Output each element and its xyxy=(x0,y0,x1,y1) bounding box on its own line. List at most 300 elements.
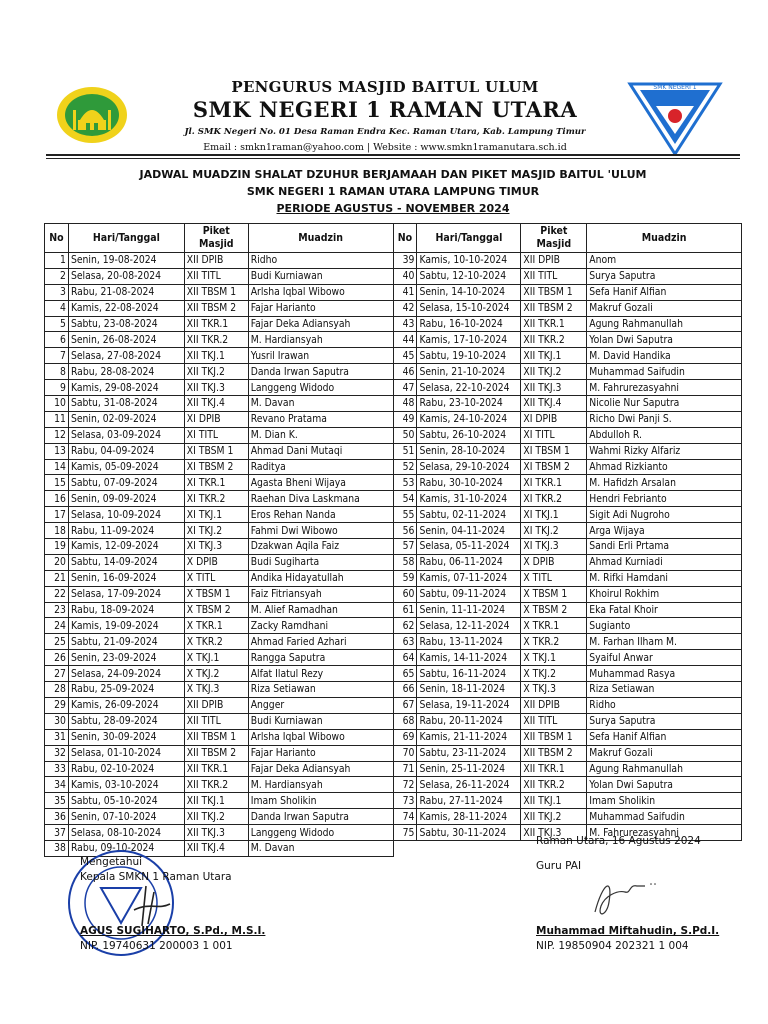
cell-muadzin: Ridho xyxy=(248,253,393,269)
cell-no: 34 xyxy=(45,777,69,793)
cell-picket: X TITL xyxy=(184,570,248,586)
cell-date: Sabtu, 23-11-2024 xyxy=(417,745,521,761)
cell-no: 6 xyxy=(45,332,69,348)
cell-picket: X TBSM 2 xyxy=(521,602,587,618)
cell-picket: XII DPIB xyxy=(184,253,248,269)
cell-muadzin: M. Davan xyxy=(248,840,393,856)
cell-muadzin: Syaiful Anwar xyxy=(587,650,742,666)
cell-muadzin: Surya Saputra xyxy=(587,268,742,284)
cell-no: 38 xyxy=(45,840,69,856)
cell-date: Senin, 16-09-2024 xyxy=(68,570,184,586)
cell-picket: X TKJ.2 xyxy=(184,666,248,682)
cell-no: 60 xyxy=(393,586,417,602)
cell-picket: X TKJ.1 xyxy=(184,650,248,666)
cell-no: 3 xyxy=(45,284,69,300)
cell-no: 39 xyxy=(393,253,417,269)
signer-left-nip: NIP. 19740631 200003 1 001 xyxy=(80,940,233,952)
cell-date: Sabtu, 28-09-2024 xyxy=(68,713,184,729)
cell-date: Senin, 28-10-2024 xyxy=(417,443,521,459)
cell-date: Selasa, 26-11-2024 xyxy=(417,777,521,793)
cell-picket: XI DPIB xyxy=(521,411,587,427)
acknowledged-label: Mengetahui xyxy=(80,856,143,868)
cell-muadzin: Fajar Deka Adiansyah xyxy=(248,316,393,332)
cell-date: Selasa, 27-08-2024 xyxy=(68,348,184,364)
place-date: Raman Utara, 16 Agustus 2024 xyxy=(536,835,701,847)
cell-muadzin: Raehan Diva Laskmana xyxy=(248,491,393,507)
table-row xyxy=(45,650,742,666)
cell-date: Rabu, 23-10-2024 xyxy=(417,396,521,412)
letterhead-divider-thick xyxy=(46,154,740,156)
cell-muadzin: Arlsha Iqbal Wibowo xyxy=(248,284,393,300)
cell-no: 56 xyxy=(393,523,417,539)
cell-muadzin: Langgeng Widodo xyxy=(248,825,393,841)
cell-no xyxy=(393,840,417,856)
svg-text:SMK NEGERI 1: SMK NEGERI 1 xyxy=(653,84,697,91)
cell-picket: XII TKR.2 xyxy=(184,777,248,793)
cell-date: Kamis, 10-10-2024 xyxy=(417,253,521,269)
table-row xyxy=(45,618,742,634)
table-row xyxy=(45,729,742,745)
cell-no: 51 xyxy=(393,443,417,459)
cell-picket: XII TKJ.1 xyxy=(184,793,248,809)
cell-picket: XII TKJ.4 xyxy=(184,396,248,412)
cell-muadzin: M. Hafidzh Arsalan xyxy=(587,475,742,491)
cell-no: 17 xyxy=(45,507,69,523)
cell-picket: XII TKJ.2 xyxy=(184,809,248,825)
cell-date: Kamis, 07-11-2024 xyxy=(417,570,521,586)
cell-no: 63 xyxy=(393,634,417,650)
cell-muadzin: Fajar Harianto xyxy=(248,745,393,761)
cell-no: 62 xyxy=(393,618,417,634)
cell-picket: XII TITL xyxy=(521,268,587,284)
cell-picket: X TKJ.1 xyxy=(521,650,587,666)
cell-picket: XII TKR.1 xyxy=(521,316,587,332)
cell-date xyxy=(417,840,521,856)
cell-no: 55 xyxy=(393,507,417,523)
cell-muadzin: Yolan Dwi Saputra xyxy=(587,777,742,793)
cell-no: 61 xyxy=(393,602,417,618)
table-row xyxy=(45,253,742,269)
principal-title: Kepala SMKN 1 Raman Utara xyxy=(80,871,232,883)
cell-no: 75 xyxy=(393,825,417,841)
cell-muadzin: Imam Sholikin xyxy=(587,793,742,809)
cell-date: Sabtu, 26-10-2024 xyxy=(417,427,521,443)
cell-muadzin: M. David Handika xyxy=(587,348,742,364)
mosque-logo xyxy=(56,86,128,148)
cell-no: 9 xyxy=(45,380,69,396)
org-name-line1: PENGURUS MASJID BAITUL ULUM xyxy=(231,78,539,96)
cell-muadzin: M. Farhan Ilham M. xyxy=(587,634,742,650)
cell-picket: X TKJ.2 xyxy=(521,666,587,682)
cell-no: 70 xyxy=(393,745,417,761)
cell-picket: X TKJ.3 xyxy=(521,682,587,698)
cell-date: Sabtu, 19-10-2024 xyxy=(417,348,521,364)
cell-no: 68 xyxy=(393,713,417,729)
signature-right xyxy=(585,872,665,926)
cell-picket: XII TKJ.1 xyxy=(521,793,587,809)
header-muadzin: Muadzin xyxy=(587,224,742,253)
cell-no: 71 xyxy=(393,761,417,777)
cell-date: Rabu, 30-10-2024 xyxy=(417,475,521,491)
cell-picket: XI TKJ.1 xyxy=(184,507,248,523)
cell-muadzin: Raditya xyxy=(248,459,393,475)
cell-date: Kamis, 24-10-2024 xyxy=(417,411,521,427)
cell-date: Sabtu, 21-09-2024 xyxy=(68,634,184,650)
cell-muadzin: Andika Hidayatullah xyxy=(248,570,393,586)
cell-date: Senin, 26-08-2024 xyxy=(68,332,184,348)
cell-picket: XI TITL xyxy=(184,427,248,443)
cell-muadzin: Angger xyxy=(248,697,393,713)
cell-picket: X TBSM 1 xyxy=(521,586,587,602)
table-row xyxy=(45,761,742,777)
cell-picket: X TKJ.3 xyxy=(184,682,248,698)
cell-picket: XII TKR.2 xyxy=(521,332,587,348)
cell-muadzin: Agung Rahmanullah xyxy=(587,761,742,777)
cell-date: Kamis, 19-09-2024 xyxy=(68,618,184,634)
signer-right-name: Muhammad Miftahudin, S.Pd.I. xyxy=(536,925,720,937)
cell-date: Senin, 07-10-2024 xyxy=(68,809,184,825)
cell-muadzin: Ahmad Rizkianto xyxy=(587,459,742,475)
cell-date: Kamis, 03-10-2024 xyxy=(68,777,184,793)
cell-date: Rabu, 28-08-2024 xyxy=(68,364,184,380)
cell-muadzin: Ahmad Dani Mutaqi xyxy=(248,443,393,459)
cell-no: 14 xyxy=(45,459,69,475)
cell-picket: XII TKJ.4 xyxy=(521,396,587,412)
cell-no: 32 xyxy=(45,745,69,761)
cell-muadzin: Yusril Irawan xyxy=(248,348,393,364)
cell-muadzin: Dzakwan Aqila Faiz xyxy=(248,539,393,555)
cell-date: Sabtu, 09-11-2024 xyxy=(417,586,521,602)
document-heading xyxy=(46,166,740,217)
cell-no: 33 xyxy=(45,761,69,777)
cell-picket: X TBSM 2 xyxy=(184,602,248,618)
cell-picket: X DPIB xyxy=(521,554,587,570)
cell-picket: XII TBSM 1 xyxy=(184,284,248,300)
cell-no: 65 xyxy=(393,666,417,682)
cell-no: 13 xyxy=(45,443,69,459)
cell-picket: XI TBSM 1 xyxy=(521,443,587,459)
cell-muadzin: Budi Kurniawan xyxy=(248,268,393,284)
cell-picket: XI TKJ.3 xyxy=(184,539,248,555)
table-row xyxy=(45,396,742,412)
cell-muadzin: Makruf Gozali xyxy=(587,745,742,761)
cell-date: Sabtu, 07-09-2024 xyxy=(68,475,184,491)
cell-picket: X TKR.1 xyxy=(521,618,587,634)
cell-no: 31 xyxy=(45,729,69,745)
cell-muadzin: Zacky Ramdhani xyxy=(248,618,393,634)
table-row xyxy=(45,459,742,475)
cell-date: Kamis, 17-10-2024 xyxy=(417,332,521,348)
cell-date: Selasa, 17-09-2024 xyxy=(68,586,184,602)
table-row xyxy=(45,586,742,602)
cell-muadzin: Danda Irwan Saputra xyxy=(248,809,393,825)
cell-date: Rabu, 20-11-2024 xyxy=(417,713,521,729)
table-row xyxy=(45,348,742,364)
cell-muadzin: Danda Irwan Saputra xyxy=(248,364,393,380)
cell-no: 41 xyxy=(393,284,417,300)
table-row xyxy=(45,793,742,809)
cell-muadzin: Sandi Erli Prtama xyxy=(587,539,742,555)
cell-muadzin: Sigit Adi Nugroho xyxy=(587,507,742,523)
cell-picket: XI TKJ.3 xyxy=(521,539,587,555)
cell-date: Rabu, 21-08-2024 xyxy=(68,284,184,300)
cell-date: Kamis, 21-11-2024 xyxy=(417,729,521,745)
cell-no: 48 xyxy=(393,396,417,412)
cell-no: 18 xyxy=(45,523,69,539)
signer-left-name: AGUS SUGIHARTO, S.Pd., M.S.I. xyxy=(80,925,266,937)
cell-muadzin: Sefa Hanif Alfian xyxy=(587,729,742,745)
table-row xyxy=(45,570,742,586)
letterhead xyxy=(150,78,620,155)
cell-picket: XII TKJ.3 xyxy=(184,380,248,396)
cell-muadzin: Eros Rehan Nanda xyxy=(248,507,393,523)
cell-no: 49 xyxy=(393,411,417,427)
cell-no: 29 xyxy=(45,697,69,713)
cell-date: Kamis, 29-08-2024 xyxy=(68,380,184,396)
cell-date: Senin, 23-09-2024 xyxy=(68,650,184,666)
cell-date: Selasa, 01-10-2024 xyxy=(68,745,184,761)
cell-date: Kamis, 22-08-2024 xyxy=(68,300,184,316)
cell-date: Rabu, 16-10-2024 xyxy=(417,316,521,332)
cell-muadzin: Khoirul Rokhim xyxy=(587,586,742,602)
cell-muadzin: Rangga Saputra xyxy=(248,650,393,666)
cell-muadzin: M. Hardiansyah xyxy=(248,332,393,348)
cell-muadzin: Faiz Fitriansyah xyxy=(248,586,393,602)
cell-muadzin: Fajar Deka Adiansyah xyxy=(248,761,393,777)
cell-date: Senin, 11-11-2024 xyxy=(417,602,521,618)
header-picket: Piket Masjid xyxy=(184,224,248,253)
header-picket: Piket Masjid xyxy=(521,224,587,253)
cell-date: Senin, 30-09-2024 xyxy=(68,729,184,745)
table-row xyxy=(45,316,742,332)
cell-muadzin: Ahmad Kurniadi xyxy=(587,554,742,570)
cell-no: 44 xyxy=(393,332,417,348)
table-row xyxy=(45,634,742,650)
heading-school: SMK NEGERI 1 RAMAN UTARA LAMPUNG TIMUR xyxy=(246,185,540,198)
cell-no: 42 xyxy=(393,300,417,316)
cell-no: 7 xyxy=(45,348,69,364)
cell-date: Rabu, 06-11-2024 xyxy=(417,554,521,570)
cell-date: Rabu, 04-09-2024 xyxy=(68,443,184,459)
cell-no: 10 xyxy=(45,396,69,412)
cell-date: Senin, 14-10-2024 xyxy=(417,284,521,300)
cell-date: Selasa, 10-09-2024 xyxy=(68,507,184,523)
cell-date: Selasa, 03-09-2024 xyxy=(68,427,184,443)
table-row xyxy=(45,491,742,507)
cell-no: 67 xyxy=(393,697,417,713)
cell-picket: XII TKJ.3 xyxy=(184,825,248,841)
cell-date: Selasa, 08-10-2024 xyxy=(68,825,184,841)
cell-date: Rabu, 02-10-2024 xyxy=(68,761,184,777)
cell-muadzin: Yolan Dwi Saputra xyxy=(587,332,742,348)
cell-date: Kamis, 28-11-2024 xyxy=(417,809,521,825)
cell-picket: XI TKR.1 xyxy=(184,475,248,491)
table-row xyxy=(45,554,742,570)
cell-muadzin: Muhammad Saifudin xyxy=(587,809,742,825)
cell-muadzin: Arga Wijaya xyxy=(587,523,742,539)
cell-muadzin: Abdulloh R. xyxy=(587,427,742,443)
cell-no: 36 xyxy=(45,809,69,825)
table-row xyxy=(45,697,742,713)
cell-muadzin: Muhammad Rasya xyxy=(587,666,742,682)
table-row xyxy=(45,411,742,427)
header-no: No xyxy=(45,224,69,253)
cell-date: Kamis, 14-11-2024 xyxy=(417,650,521,666)
cell-picket: XII TITL xyxy=(184,268,248,284)
cell-no: 4 xyxy=(45,300,69,316)
cell-no: 43 xyxy=(393,316,417,332)
cell-muadzin: M. Davan xyxy=(248,396,393,412)
cell-no: 16 xyxy=(45,491,69,507)
cell-picket: XII TBSM 2 xyxy=(184,300,248,316)
org-name-line2: SMK NEGERI 1 RAMAN UTARA xyxy=(192,97,578,122)
cell-date: Selasa, 05-11-2024 xyxy=(417,539,521,555)
cell-muadzin: Riza Setiawan xyxy=(248,682,393,698)
cell-no: 57 xyxy=(393,539,417,555)
cell-muadzin: M. Rifki Hamdani xyxy=(587,570,742,586)
cell-date: Selasa, 20-08-2024 xyxy=(68,268,184,284)
org-contact: Email : smkn1raman@yahoo.com | Website : www.smkn1ramanutara.sch.id xyxy=(203,142,567,153)
table-row xyxy=(45,602,742,618)
cell-date: Rabu, 25-09-2024 xyxy=(68,682,184,698)
cell-muadzin: M. Alief Ramadhan xyxy=(248,602,393,618)
cell-muadzin: Imam Sholikin xyxy=(248,793,393,809)
cell-no: 37 xyxy=(45,825,69,841)
cell-muadzin: Surya Saputra xyxy=(587,713,742,729)
cell-date: Sabtu, 31-08-2024 xyxy=(68,396,184,412)
cell-muadzin: Richo Dwi Panji S. xyxy=(587,411,742,427)
cell-date: Senin, 21-10-2024 xyxy=(417,364,521,380)
cell-date: Rabu, 13-11-2024 xyxy=(417,634,521,650)
table-row xyxy=(45,380,742,396)
cell-picket: X TBSM 1 xyxy=(184,586,248,602)
table-row xyxy=(45,427,742,443)
cell-no: 72 xyxy=(393,777,417,793)
cell-date: Selasa, 19-11-2024 xyxy=(417,697,521,713)
cell-date: Kamis, 12-09-2024 xyxy=(68,539,184,555)
cell-date: Kamis, 31-10-2024 xyxy=(417,491,521,507)
cell-date: Sabtu, 16-11-2024 xyxy=(417,666,521,682)
cell-picket: XII TKR.2 xyxy=(521,777,587,793)
cell-picket: XI DPIB xyxy=(184,411,248,427)
cell-muadzin: Langgeng Widodo xyxy=(248,380,393,396)
cell-muadzin: Ridho xyxy=(587,697,742,713)
cell-muadzin: Muhammad Saifudin xyxy=(587,364,742,380)
cell-date: Selasa, 22-10-2024 xyxy=(417,380,521,396)
cell-no: 40 xyxy=(393,268,417,284)
table-row xyxy=(45,475,742,491)
cell-picket: XII TKJ.2 xyxy=(184,364,248,380)
cell-picket: XI TKR.2 xyxy=(184,491,248,507)
cell-picket: X TKR.2 xyxy=(521,634,587,650)
cell-date: Senin, 25-11-2024 xyxy=(417,761,521,777)
cell-muadzin: Agung Rahmanullah xyxy=(587,316,742,332)
heading-title: JADWAL MUADZIN SHALAT DZUHUR BERJAMAAH DAN PIKET MASJID BAITUL 'ULUM xyxy=(139,168,647,181)
cell-no: 25 xyxy=(45,634,69,650)
cell-picket: XII TBSM 1 xyxy=(521,284,587,300)
signer-right-role: Guru PAI xyxy=(536,860,582,872)
cell-no: 28 xyxy=(45,682,69,698)
cell-date: Selasa, 12-11-2024 xyxy=(417,618,521,634)
cell-picket: XII TKR.2 xyxy=(184,332,248,348)
cell-picket: X TITL xyxy=(521,570,587,586)
cell-picket: XII TBSM 1 xyxy=(184,729,248,745)
cell-muadzin: Hendri Febrianto xyxy=(587,491,742,507)
cell-date: Selasa, 29-10-2024 xyxy=(417,459,521,475)
cell-date: Senin, 02-09-2024 xyxy=(68,411,184,427)
cell-picket: XI TKR.2 xyxy=(521,491,587,507)
cell-picket: X DPIB xyxy=(184,554,248,570)
header-date: Hari/Tanggal xyxy=(417,224,521,253)
cell-picket: XII TKJ.1 xyxy=(184,348,248,364)
cell-date: Sabtu, 23-08-2024 xyxy=(68,316,184,332)
cell-picket: XII TKR.1 xyxy=(184,316,248,332)
table-row xyxy=(45,364,742,380)
cell-no: 52 xyxy=(393,459,417,475)
cell-no: 50 xyxy=(393,427,417,443)
cell-picket: XI TKR.1 xyxy=(521,475,587,491)
cell-date: Selasa, 24-09-2024 xyxy=(68,666,184,682)
cell-no: 22 xyxy=(45,586,69,602)
cell-no: 54 xyxy=(393,491,417,507)
cell-date: Rabu, 09-10-2024 xyxy=(68,840,184,856)
cell-picket: XII TKJ.1 xyxy=(521,348,587,364)
cell-picket: XI TBSM 2 xyxy=(184,459,248,475)
cell-picket: XII TBSM 1 xyxy=(521,729,587,745)
table-row xyxy=(45,507,742,523)
header-no: No xyxy=(393,224,417,253)
cell-no: 45 xyxy=(393,348,417,364)
cell-date: Kamis, 26-09-2024 xyxy=(68,697,184,713)
cell-date: Rabu, 11-09-2024 xyxy=(68,523,184,539)
cell-picket: XII TBSM 2 xyxy=(521,745,587,761)
cell-muadzin: Agasta Bheni Wijaya xyxy=(248,475,393,491)
cell-no: 66 xyxy=(393,682,417,698)
table-row xyxy=(45,284,742,300)
cell-no: 21 xyxy=(45,570,69,586)
cell-no: 74 xyxy=(393,809,417,825)
cell-muadzin: Sefa Hanif Alfian xyxy=(587,284,742,300)
cell-no: 58 xyxy=(393,554,417,570)
cell-no: 53 xyxy=(393,475,417,491)
signer-right-nip: NIP. 19850904 202321 1 004 xyxy=(536,940,689,952)
cell-no: 27 xyxy=(45,666,69,682)
cell-picket: X TKR.2 xyxy=(184,634,248,650)
cell-date: Rabu, 18-09-2024 xyxy=(68,602,184,618)
cell-date: Selasa, 15-10-2024 xyxy=(417,300,521,316)
cell-no: 59 xyxy=(393,570,417,586)
cell-no: 46 xyxy=(393,364,417,380)
heading-period: PERIODE AGUSTUS - NOVEMBER 2024 xyxy=(276,202,510,215)
cell-muadzin: Anom xyxy=(587,253,742,269)
cell-no: 2 xyxy=(45,268,69,284)
cell-date: Sabtu, 14-09-2024 xyxy=(68,554,184,570)
cell-picket: XII TKJ.3 xyxy=(521,380,587,396)
cell-no: 47 xyxy=(393,380,417,396)
cell-muadzin: Riza Setiawan xyxy=(587,682,742,698)
table-row xyxy=(45,666,742,682)
cell-muadzin: Revano Pratama xyxy=(248,411,393,427)
cell-date: Sabtu, 05-10-2024 xyxy=(68,793,184,809)
cell-no: 5 xyxy=(45,316,69,332)
cell-date: Senin, 04-11-2024 xyxy=(417,523,521,539)
cell-muadzin: M. Fahrurezasyahni xyxy=(587,380,742,396)
cell-date: Sabtu, 30-11-2024 xyxy=(417,825,521,841)
letterhead-divider-thin xyxy=(46,158,740,159)
org-address: Jl. SMK Negeri No. 01 Desa Raman Endra Kec. Raman Utara, Kab. Lampung Timur xyxy=(184,127,586,137)
cell-muadzin: Budi Kurniawan xyxy=(248,713,393,729)
cell-date: Sabtu, 02-11-2024 xyxy=(417,507,521,523)
